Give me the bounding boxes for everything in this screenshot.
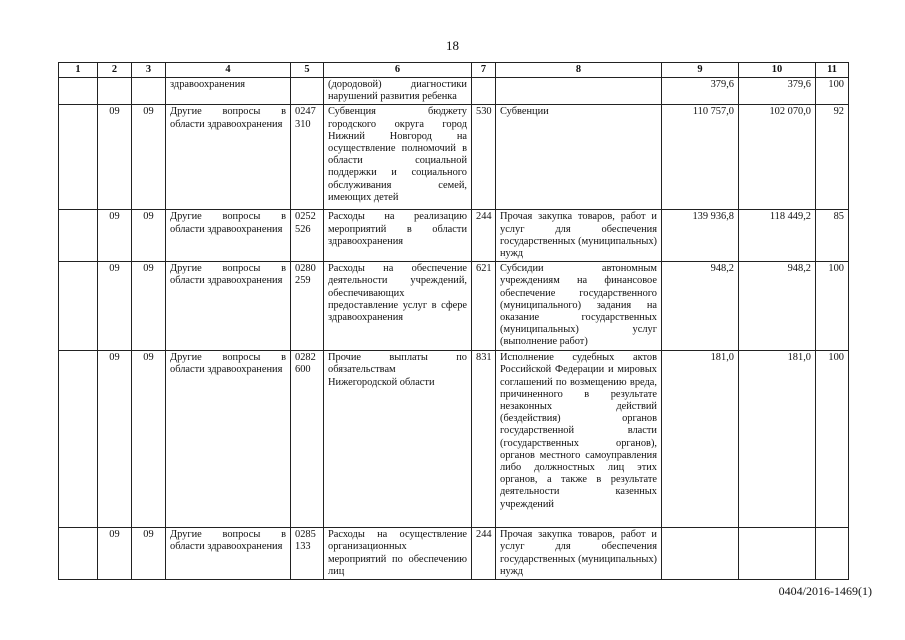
cell-percent: 100	[816, 351, 849, 528]
column-header: 5	[291, 63, 324, 78]
column-header: 6	[324, 63, 472, 78]
column-header: 1	[59, 63, 98, 78]
cell-row-number	[59, 78, 98, 105]
cell-expense-code: 621	[472, 262, 496, 351]
cell-subsection: 09	[132, 262, 166, 351]
cell-percent: 100	[816, 262, 849, 351]
cell-expense-name	[496, 78, 662, 105]
cell-section-name: Другие вопросы в области здравоохранения	[166, 105, 291, 210]
cell-expense-name: Исполнение судебных актов Российской Федерации и мировых соглашений по возмещению вреда, причиненного в результате незаконных действий (бездействия) органов государственной власти (государственных органов), органов местного самоуправления либо должностных лиц этих органов, а также в результате деятельности казенных учреждений	[496, 351, 662, 528]
cell-expense-name: Прочая закупка товаров, работ и услуг для обеспечения государственных (муниципальных) нужд	[496, 210, 662, 262]
cell-planned: 110 757,0	[662, 105, 739, 210]
cell-expense-name: Субвенции	[496, 105, 662, 210]
cell-target-code: 0280 259	[291, 262, 324, 351]
cell-target-code	[291, 78, 324, 105]
page-number: 18	[446, 38, 459, 53]
cell-actual: 948,2	[739, 262, 816, 351]
cell-section-name: Другие вопросы в области здравоохранения	[166, 210, 291, 262]
cell-row-number	[59, 351, 98, 528]
column-header: 4	[166, 63, 291, 78]
table-row	[59, 528, 849, 580]
cell-actual: 181,0	[739, 351, 816, 528]
cell-target-code: 0247 310	[291, 105, 324, 210]
cell-planned	[662, 528, 739, 580]
cell-target-name: (дородовой) диагностики нарушений развития ребенка	[324, 78, 472, 105]
table-row	[59, 78, 849, 105]
cell-target-code: 0282 600	[291, 351, 324, 528]
cell-target-name: Расходы на осуществление организационных мероприятий по обеспечению лиц	[324, 528, 472, 580]
cell-row-number	[59, 105, 98, 210]
column-header: 9	[662, 63, 739, 78]
cell-planned: 181,0	[662, 351, 739, 528]
cell-section-name: Другие вопросы в области здравоохранения	[166, 351, 291, 528]
budget-table	[58, 62, 849, 580]
cell-target-name: Расходы на реализацию мероприятий в области здравоохранения	[324, 210, 472, 262]
cell-subsection: 09	[132, 351, 166, 528]
column-header: 2	[98, 63, 132, 78]
cell-actual	[739, 528, 816, 580]
cell-planned: 139 936,8	[662, 210, 739, 262]
table-row	[59, 210, 849, 262]
cell-row-number	[59, 262, 98, 351]
cell-expense-name: Субсидии автономным учреждениям на финансовое обеспечение государственного (муниципального) задания на оказание государственных (муниципальных) услуг (выполнение работ)	[496, 262, 662, 351]
column-header: 8	[496, 63, 662, 78]
cell-percent: 92	[816, 105, 849, 210]
cell-target-code: 0285 133	[291, 528, 324, 580]
cell-section: 09	[98, 210, 132, 262]
cell-target-name: Прочие выплаты по обязательствам Нижегородской области	[324, 351, 472, 528]
header-row	[59, 63, 849, 78]
cell-row-number	[59, 210, 98, 262]
cell-expense-code: 244	[472, 210, 496, 262]
cell-planned: 948,2	[662, 262, 739, 351]
table-row	[59, 351, 849, 528]
cell-subsection	[132, 78, 166, 105]
cell-subsection: 09	[132, 528, 166, 580]
cell-expense-code: 244	[472, 528, 496, 580]
cell-row-number	[59, 528, 98, 580]
cell-section-name: здравоохранения	[166, 78, 291, 105]
cell-section	[98, 78, 132, 105]
cell-section: 09	[98, 528, 132, 580]
cell-planned: 379,6	[662, 78, 739, 105]
cell-expense-name: Прочая закупка товаров, работ и услуг для обеспечения государственных (муниципальных) нужд	[496, 528, 662, 580]
cell-percent: 100	[816, 78, 849, 105]
cell-percent: 85	[816, 210, 849, 262]
column-header: 7	[472, 63, 496, 78]
cell-actual: 379,6	[739, 78, 816, 105]
cell-actual: 118 449,2	[739, 210, 816, 262]
cell-expense-code	[472, 78, 496, 105]
cell-section: 09	[98, 262, 132, 351]
cell-section-name: Другие вопросы в области здравоохранения	[166, 528, 291, 580]
cell-target-code: 0252 526	[291, 210, 324, 262]
table-row	[59, 105, 849, 210]
column-header: 10	[739, 63, 816, 78]
cell-expense-code: 530	[472, 105, 496, 210]
column-header: 3	[132, 63, 166, 78]
cell-target-name: Расходы на обеспечение деятельности учреждений, обеспечивающих предоставление услуг в сфере здравоохранения	[324, 262, 472, 351]
cell-section: 09	[98, 105, 132, 210]
cell-section: 09	[98, 351, 132, 528]
cell-subsection: 09	[132, 210, 166, 262]
column-header: 11	[816, 63, 849, 78]
cell-expense-code: 831	[472, 351, 496, 528]
cell-actual: 102 070,0	[739, 105, 816, 210]
cell-subsection: 09	[132, 105, 166, 210]
document-code: 0404/2016-1469(1)	[778, 584, 872, 598]
cell-percent	[816, 528, 849, 580]
cell-target-name: Субвенция бюджету городского округа город Нижний Новгород на осуществление полномочий в области социальной поддержки и социального обслуживания семей, имеющих детей	[324, 105, 472, 210]
cell-section-name: Другие вопросы в области здравоохранения	[166, 262, 291, 351]
table-row	[59, 262, 849, 351]
